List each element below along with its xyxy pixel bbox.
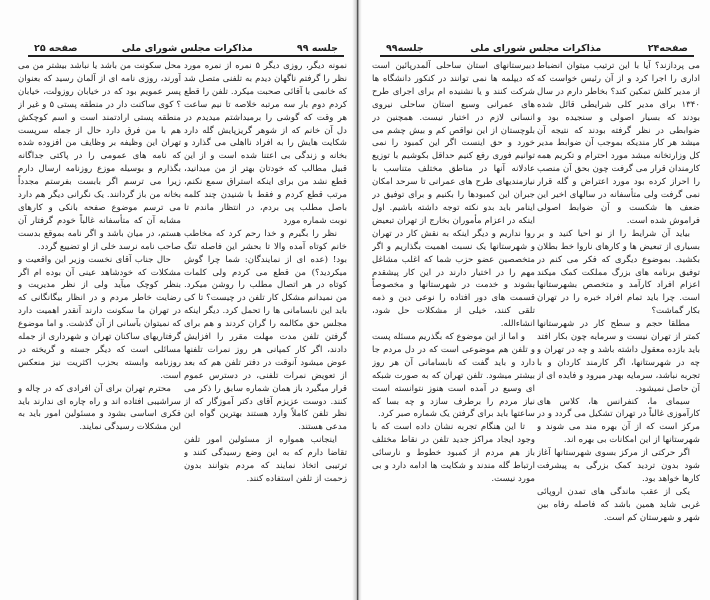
right-page xyxy=(356,0,710,600)
paragraph: محترم تهران برای آن افرادی که در چاله و سراشیبی افتاده اند و راه چاره ای ندارند باید فکری اساسی بشود و مسئولین امور باید به این مشکلات رسیدگی نمایند. xyxy=(18,383,181,433)
header-title: مذاکرات مجلس شورای ملی xyxy=(470,43,602,54)
page-number: صفحه ۲۵ xyxy=(34,43,78,54)
paragraph: و اما از این موضوع که بگذریم مسئله پست و تلفن هم موضوعی است که در دل مردم جا دارد و باید گفت که نابسامانی آن هر روز بیشتر میشود. تلفن تهران که به صورت شبکه ای وسیع در آمده است هنوز نتوانسته است نیاز مردم را برطرف سازد و چه بسا که ساعتها باید برای گرفتن یک شماره صبر کرد. xyxy=(372,332,535,420)
paragraph: حال جناب آقای نخست وزیر این واقعیت و مشکلات که خودشاهد عینی آن بوده ام اگر بنظر کوچک میآید ولی از نظر مدیریت و رضایت خاطر مردم و در انظار بیگانگانی که در تهران ما سکونت دارند آنقدر اهمیت دارد که نمیتوان بآسانی از آن گذشت. و اما موضوع گرفتاریهای ساکنان تهران و شهرداری از جمله مسائلی است که دیگر جسته و گریخته در روزنامه وابسته بحزب اکثریت نیز منعکس است. xyxy=(18,254,181,381)
paragraph: بیاید آن شرایط را از نو احیا کنید و بر بسیاری از تبعیض ها و کارهای ناروا خط بطلان بکشید. بموضوع دیگری که فکر می کنم در توفیق برنامه های بزرگ مملکت کمک میکند اعزام افراد کارآمد و متخصص بشهرستانها است. چرا باید تمام افراد خبره را در تهران بکار گماشت؟ xyxy=(537,228,700,317)
text-column-right xyxy=(537,60,700,590)
text-column-left xyxy=(18,60,181,590)
paragraph: تا این هنگام تجربه نشان داده است که با وجود ایجاد مراکز جدید تلفن در نقاط مختلف باز هم مردم از کمبود خطوط و نارسائی ارتباط گله مندند و شکایت ها ادامه دارد و بی مورد نیست. xyxy=(372,422,535,484)
text-column-left xyxy=(372,60,535,590)
paragraph: نمونه دیگر، روزی دیگر ۵ نمره از نمره مورد نظر را گرفتم ناگهان دیدم به تلفنی متصل شد که خانمی با آقائی صحبت میکرد. تلفن را قطع کردم دوم بار سه مرتبه خلاصه تا نیم ساعت هر وقت که گوشی را برمیداشتم میدیدم در دل آن خانم که از شوهر گریزپایش گله دارد شکایت هایش را به افراد نااهلی می گذارد و بخانه و زندگی بی اعتنا شده است و از این قبیل مطالب که خودتان بهتر از من میدانید، قطع نشد من برای اینکه استراق سمع نکنم، مرتب قطع کردم و فقط با شنیدن چند کلمه باصل مطلب پی بردم، در انتظار ماندم تا نوبت شماره مورد xyxy=(184,61,347,226)
book-gutter xyxy=(352,0,362,600)
paragraph: اگر حرکتی از مرکز بسوی شهرستانها آغاز شود بدون تردید کمک بزرگی به پیشرفت کارها خواهد بود. xyxy=(537,448,700,484)
page-header xyxy=(380,41,694,57)
paragraph: دبیرستانهای استان ساحلی آلمدرپائین است که دیپلمه ها نمی توانند در کنکور دانشگاه ها شرکت کنند و یا نشنیده ام برای اجرای طرح های عمرانی وسیع استان ساحلی نیروی انسانی لازم در اختیار نیست. همچنین در بلوچستان از این نواقص کم و بیش چشم می خورد و حق اینست اگر این کمبود را نمی توانیم فوری رفع کنیم حداقل بکوشیم با توزیع عادلانه آنها در مناطق مختلف متناسب با نیازمندیهای طرح های عمرانی تا سرحد امکان جبران این کمبودها را بکنیم و برای توفیق در اینامر باید بدو نکته توجه داشته باشیم. اول اینکه در اعزام مأموران بخارج از تهران تبعیض روا نداریم و دیگر اینکه به نقش کار در تهران و شهرستانها یک نسبت اهمیت بگذاریم و اگر متخصصین عضو حزب شما که اغلب مشاغل مهم را در اختیار دارند در این کار پیشقدم بشوند و خدمت در شهرستانها و مخصوصاً قسمت های دور افتاده را نوعی دین و ذمه تلقی کنند، خیلی از مشکلات حل شود، انشاءالله. xyxy=(372,61,535,330)
paragraph: یکی از عقب ماندگی های تمدن اروپائی غربی شاید همین باشد که فاصله رفاه بین شهر و شهرستان کم است. xyxy=(537,486,700,523)
text-column-right xyxy=(184,60,347,590)
paragraph: می پردازند؟ آیا با این ترتیب میتوان انضباط اداری را اجرا کرد و از آن رئیس خواست که از مدیر کلش تمکین کند؟ بخاطر دارم در سال ۱۳۴۰ برای مدیر کلی شرایطی قائل شده بودند که بسیار اصولی و سنجیده بود و ضوابطی در نظر گرفته بودند که نتیجه آن میشد هر کار مندیکه بموجب آن ضوابط مدیر کل وزارتخانه میشد مورد احترام و تکریم همه کارمندان قرار می گرفت چون بحق آن منصب را احراز کرده بود مورد اعتراض و گله قرار نمی گرفت ولی متأسفانه در سالهای اخیر این ضعف ها شکست و آن ضوابط اصولی فراموش شده است. xyxy=(537,61,700,226)
page-number: صفحه۲۴ xyxy=(647,43,688,54)
paragraph: مطلقا حجم و سطح کار در شهرستانها کمتر از تهران نیست و سرمایه چون بکار افتد باید بازده معقول داشته باشد و چه در تهران و چه در شهرستانها، اگر کارمند کاردان و با تجربه نباشد، سرمایه بهدر میرود و فایده ای از آن حاصل نمیشود. xyxy=(537,319,700,394)
paragraph: سیمای ما، کنفرانس ها، کلاس های کارآموزی غالباً در تهران تشکیل می گردد و در مرکز است که از آن بهره مند می شوند و شهرستانها از این امکانات بی بهره اند. xyxy=(537,396,700,446)
session-number: جلسه۹۹ xyxy=(386,43,424,54)
paragraph: محل سکونت من باشد یا نباشد بیشتر من می آورند، روزی نامه ای از آلمان رسید که بعنوان پسر عمویم بود که در خیابان روزولت، خیابان ؟ کوی ساکنت دار در منطقه پستی ۵ و غیر از منطقه پستی ارادتمند است و اسم کوچکش هم با من فرق دارد حال از جمله سرپست تهران این وظیفه بر وظایف من افزوده شده که نامه های عمومی را در پاکتی جداگانه بگذارم و بوسیله موزع روزنامه ارسال دارم زیرا می ترسم اگر بابست بفرستم مجدداً بخانه من باز گردانند. یک نگرانی دیگر هم دارد می ترسم موضوع صفحه بانکی و کارهای مشابه آن که متأسفانه غالباً خودم گرفتار آن هستم، در میان باشد و اگر نامه بموقع بدست صاحب نامه نرسد خلی از او تضییع گردد. xyxy=(18,61,181,252)
paragraph: اینجانب همواره از مسئولین امور تلفن تقاضا دارم که به این وضع رسیدگی کنند و ترتیبی اتخاذ نمایند که مردم بتوانند بدون زحمت از تلفن استفاده کنند. xyxy=(184,435,347,484)
page-header xyxy=(28,41,344,57)
paragraph: نظر را بگیرم و خدا رحم کرد که مخاطب خانم کوتاه آمده والا تا بحشر این فاصله تنگ بود! (عده ای از نمایندگان: شما چرا گوش میکردید؟) من قطع می کردم ولی کلمات کوتاه در هر اتصال مطلب را روشن میکرد. من نمیدانم مشکل کار تلفن در چیست؟ تا کی باید این نابسامانی ها را تحمل کرد. دیگر اینکه مجلس حق مکالمه را گران کردند و هم برای گرفتن تلفن مدت مهلت مقرر را افزایش دادند، اگر کار کمپانی هر روز نمرات تلفنها عوض میشود آنوقت در دفتر تلفن هم که بعد از تعویض نمرات تلفنی، در دسترس عموم قرار میگیرد باز همان شماره سابق را ذکر می کنند. دوست عزیزم آقای دکتر آموزگار که از نظر تلفن کاملاً وارد هستند بهترین گواه این مدعی هستند. xyxy=(184,228,347,433)
session-number: جلسه ۹۹ xyxy=(296,43,338,54)
header-title: مذاکرات مجلس شورای ملی xyxy=(121,43,253,54)
